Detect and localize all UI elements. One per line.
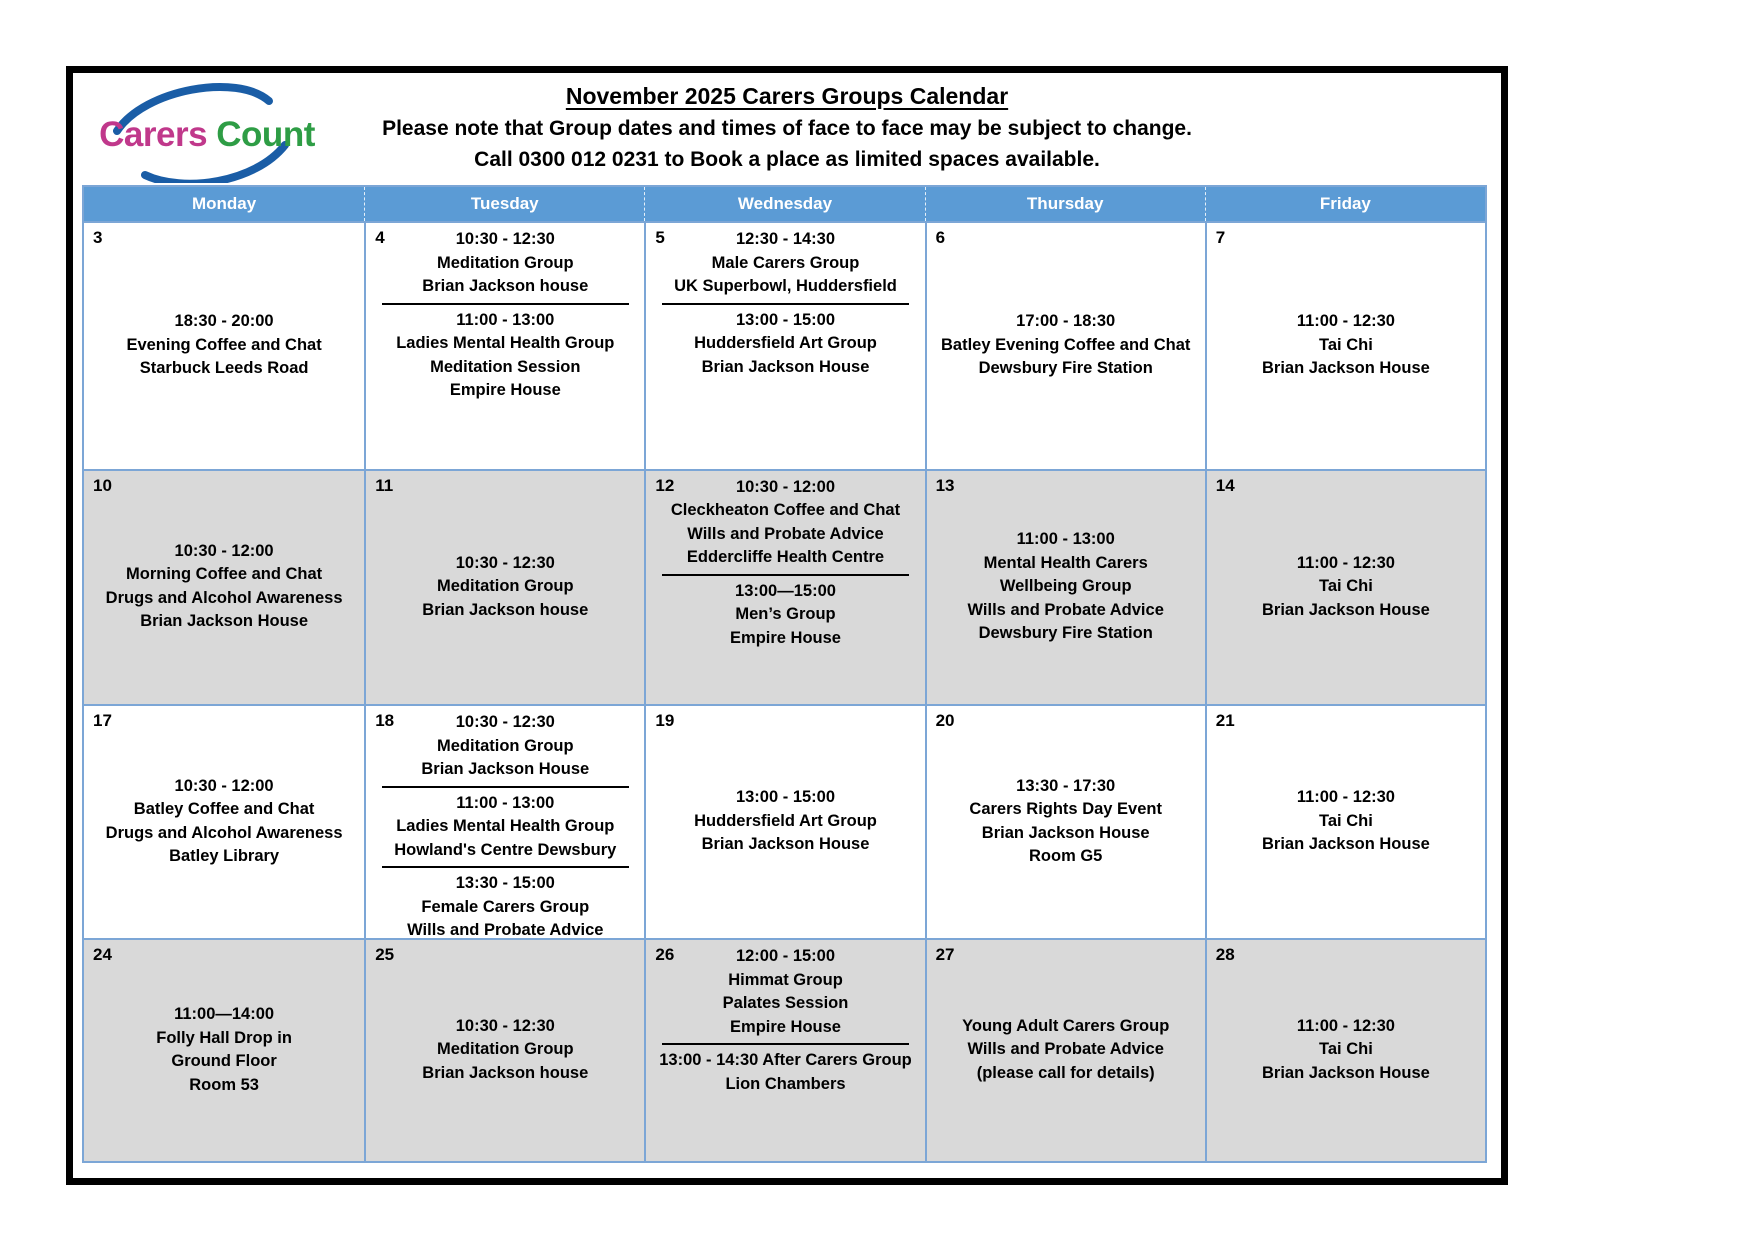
event [652, 580, 918, 651]
header [73, 73, 1501, 185]
day-cell-3 [84, 223, 364, 469]
day-cell-7 [1205, 223, 1485, 469]
calendar-frame [66, 66, 1508, 1185]
day-cell-12 [644, 471, 924, 705]
logo-text [87, 115, 327, 155]
event-line: Room G5 [1029, 847, 1103, 866]
event-line: Meditation Group [437, 1040, 574, 1059]
event-line: 13:00 - 15:00 [735, 788, 836, 807]
weekday-header-monday: Monday [191, 194, 257, 213]
event-line: Brian Jackson House [421, 760, 590, 779]
event-line: Brian Jackson House [1261, 359, 1430, 377]
day-events [1213, 711, 1479, 932]
day-number-20: 20 [935, 711, 955, 731]
event-line: Brian Jackson House [701, 835, 870, 854]
event-line: Tai Chi [1319, 577, 1373, 596]
weekday-header-tuesday: Tuesday [364, 187, 644, 221]
day-cell-11 [364, 471, 644, 705]
event [933, 310, 1199, 381]
event-divider [662, 1043, 910, 1045]
event-line: Palates Session [722, 994, 849, 1013]
event-line: 10:30 - 12:30 [455, 713, 555, 732]
event-line: Huddersfield Art Group [694, 334, 877, 352]
event-line: Brian Jackson House [701, 357, 870, 376]
event-line: Drugs and Alcohol Awareness [105, 588, 343, 607]
event-line: Brian Jackson House [981, 823, 1150, 842]
day-events [90, 711, 358, 932]
day-events [652, 228, 918, 463]
event [1213, 552, 1479, 623]
day-number-27: 27 [935, 945, 955, 965]
event-line: 10:30 - 12:00 [174, 776, 274, 795]
day-events [1213, 228, 1479, 463]
event-line: Men’s Group [735, 605, 836, 624]
event-line: Brian Jackson House [140, 612, 308, 631]
event-line: Wellbeing Group [999, 577, 1132, 596]
event-line: 11:00 - 13:00 [456, 310, 555, 329]
event-line: Batley Coffee and Chat [133, 800, 315, 819]
event-line: Lion Chambers [725, 1074, 846, 1093]
event-line: 10:30 - 12:00 [174, 541, 274, 560]
event-line: Tai Chi [1319, 811, 1373, 830]
day-events [372, 228, 638, 463]
week-row-4 [84, 938, 1485, 1161]
day-number-14: 14 [1215, 475, 1235, 495]
event-line: 13:30 - 15:00 [455, 874, 555, 893]
event-line: Batley Library [169, 847, 280, 866]
event-line: (please call for details) [976, 1063, 1155, 1082]
day-cell-5 [644, 223, 924, 469]
day-events [372, 476, 638, 699]
day-events [1213, 945, 1479, 1155]
event [652, 309, 918, 380]
event-divider [662, 303, 910, 305]
event-line: 13:00 - 15:00 [735, 310, 836, 329]
day-events [90, 228, 358, 463]
day-events [933, 711, 1199, 932]
event-line: Brian Jackson House [1261, 600, 1430, 619]
note-line-1: Please note that Group dates and times of face to face may be subject to change. [382, 117, 1192, 140]
event-line: 12:30 - 14:30 [735, 230, 836, 248]
event-line: 11:00—14:00 [174, 1005, 275, 1024]
event [1213, 1015, 1479, 1086]
event-line: Eddercliffe Health Centre [686, 548, 885, 567]
event-line: 11:00 - 12:30 [1296, 1016, 1395, 1035]
day-events [652, 476, 918, 699]
calendar-body [84, 221, 1485, 1161]
event [372, 872, 638, 943]
event-line: Wills and Probate Advice [407, 921, 604, 940]
day-cell-18 [364, 706, 644, 938]
event [372, 228, 638, 299]
day-number-26: 26 [655, 945, 675, 965]
event-line: Drugs and Alcohol Awareness [105, 823, 343, 842]
day-number-3: 3 [93, 228, 103, 247]
day-number-28: 28 [1215, 945, 1235, 965]
event-divider [662, 574, 910, 576]
event [652, 1049, 918, 1096]
event-line: 13:00 - 14:30 After Carers Group [659, 1051, 912, 1070]
event-line: Cleckheaton Coffee and Chat [670, 501, 901, 520]
event-line: Evening Coffee and Chat [126, 335, 322, 354]
event-line: Tai Chi [1319, 1040, 1373, 1059]
day-cell-17 [84, 706, 364, 938]
event [90, 540, 358, 634]
event-line: Folly Hall Drop in [156, 1028, 292, 1047]
day-number-13: 13 [935, 475, 955, 495]
event-line: Meditation Group [437, 253, 574, 272]
day-cell-10 [84, 471, 364, 705]
day-events [652, 711, 918, 932]
page-title: November 2025 Carers Groups Calendar [565, 83, 1009, 109]
carers-count-logo [87, 81, 327, 183]
event-line: Carers Rights Day Event [969, 800, 1162, 819]
event-line: Meditation Session [430, 357, 581, 376]
event-line: Wills and Probate Advice [687, 524, 884, 543]
event-line: Brian Jackson House [1261, 1063, 1430, 1082]
event-line: 12:00 - 15:00 [735, 947, 836, 966]
day-cell-20 [925, 706, 1205, 938]
event-line: Male Carers Group [711, 253, 860, 272]
day-number-10: 10 [93, 475, 112, 495]
note-line-2: Call 0300 012 0231 to Book a place as limited spaces available. [474, 148, 1100, 171]
event-line: Dewsbury Fire Station [978, 624, 1153, 643]
event-line: UK Superbowl, Huddersfield [674, 277, 897, 295]
event [90, 310, 358, 381]
event-line: Batley Evening Coffee and Chat [941, 335, 1191, 354]
event [933, 528, 1199, 646]
day-events [372, 711, 638, 940]
event-divider [382, 866, 630, 868]
day-number-11: 11 [375, 475, 394, 495]
day-cell-25 [364, 940, 644, 1161]
event [652, 945, 918, 1039]
day-cell-21 [1205, 706, 1485, 938]
event-line: Wills and Probate Advice [967, 1040, 1164, 1059]
week-row-3 [84, 704, 1485, 938]
event-line: Meditation Group [437, 736, 574, 755]
week-row-1 [84, 221, 1485, 469]
event [372, 711, 638, 782]
day-events [1213, 476, 1479, 699]
day-cell-28 [1205, 940, 1485, 1161]
event-line: 13:30 - 17:30 [1016, 776, 1116, 795]
event-line: 11:00 - 12:30 [1296, 553, 1395, 572]
event [652, 228, 918, 299]
event [933, 775, 1199, 869]
event-line: Dewsbury Fire Station [978, 359, 1153, 377]
day-number-18: 18 [375, 711, 395, 731]
day-number-6: 6 [935, 228, 946, 247]
weekday-header-row [84, 187, 1485, 221]
event-line: 11:00 - 12:30 [1296, 312, 1395, 330]
event-line: Brian Jackson house [422, 1063, 589, 1082]
event-line: Starbuck Leeds Road [139, 359, 309, 377]
day-events [933, 228, 1199, 463]
day-number-24: 24 [93, 945, 112, 965]
day-events [652, 945, 918, 1155]
event-line: Empire House [449, 381, 561, 399]
event-line: Meditation Group [437, 577, 574, 596]
event-line: 11:00 - 13:00 [1016, 530, 1115, 549]
event-line: 10:30 - 12:00 [735, 477, 836, 496]
day-number-25: 25 [375, 945, 395, 965]
event-line: Brian Jackson House [1261, 835, 1430, 854]
event [933, 1015, 1199, 1086]
event-line: 11:00 - 13:00 [456, 793, 555, 812]
day-number-17: 17 [93, 711, 112, 731]
event-line: Room 53 [189, 1075, 259, 1094]
day-events [372, 945, 638, 1155]
day-number-7: 7 [1215, 228, 1226, 247]
event [372, 1015, 638, 1086]
day-cell-4 [364, 223, 644, 469]
day-number-5: 5 [655, 228, 665, 247]
event [372, 552, 638, 623]
event-line: Morning Coffee and Chat [126, 565, 323, 584]
day-cell-19 [644, 706, 924, 938]
event [1213, 310, 1479, 381]
event-line: 17:00 - 18:30 [1016, 312, 1116, 330]
event [90, 775, 358, 869]
day-cell-14 [1205, 471, 1485, 705]
day-cell-26 [644, 940, 924, 1161]
event-line: Wills and Probate Advice [967, 600, 1164, 619]
event-divider [382, 303, 630, 305]
event-line: Howland's Centre Dewsbury [394, 840, 617, 859]
event-line: 10:30 - 12:30 [455, 1016, 555, 1035]
event-line: Brian Jackson house [422, 277, 589, 295]
event-divider [382, 786, 630, 788]
event [372, 792, 638, 863]
event-line: 10:30 - 12:30 [455, 230, 555, 248]
day-number-21: 21 [1215, 711, 1235, 731]
day-events [933, 476, 1199, 699]
event-line: Ladies Mental Health Group [396, 334, 615, 352]
event-line: 18:30 - 20:00 [174, 312, 274, 330]
day-cell-13 [925, 471, 1205, 705]
event-line: Mental Health Carers [983, 553, 1148, 572]
weekday-header-wednesday: Wednesday [644, 187, 924, 221]
event [1213, 786, 1479, 857]
week-row-2 [84, 469, 1485, 705]
day-cell-6 [925, 223, 1205, 469]
event-line: Empire House [730, 628, 841, 647]
event-line: Ladies Mental Health Group [396, 817, 615, 836]
event [652, 476, 918, 570]
weekday-header-thursday: Thursday [925, 187, 1205, 221]
event-line: Empire House [730, 1017, 841, 1036]
event [90, 1003, 358, 1097]
day-number-4: 4 [375, 228, 385, 247]
day-events [90, 476, 358, 699]
event [652, 786, 918, 857]
event-line: 13:00—15:00 [735, 581, 836, 600]
weekday-header-friday: Friday [1205, 187, 1485, 221]
calendar-table [82, 185, 1487, 1163]
event [372, 309, 638, 403]
event-line: Himmat Group [728, 970, 843, 989]
event-line: 11:00 - 12:30 [1296, 788, 1395, 807]
logo-word-carers: Carers [99, 115, 208, 154]
logo-word-count: Count [216, 115, 315, 154]
event-line: Tai Chi [1319, 335, 1373, 354]
event-line: Ground Floor [171, 1052, 277, 1071]
day-number-19: 19 [655, 711, 675, 731]
event-line: Huddersfield Art Group [694, 811, 877, 830]
day-cell-24 [84, 940, 364, 1161]
event-line: Female Carers Group [421, 897, 590, 916]
day-events [933, 945, 1199, 1155]
day-cell-27 [925, 940, 1205, 1161]
event-line: Young Adult Carers Group [962, 1016, 1170, 1035]
event-line: Brian Jackson house [422, 600, 589, 619]
event-line: 10:30 - 12:30 [455, 553, 555, 572]
day-number-12: 12 [655, 475, 675, 495]
day-events [90, 945, 358, 1155]
